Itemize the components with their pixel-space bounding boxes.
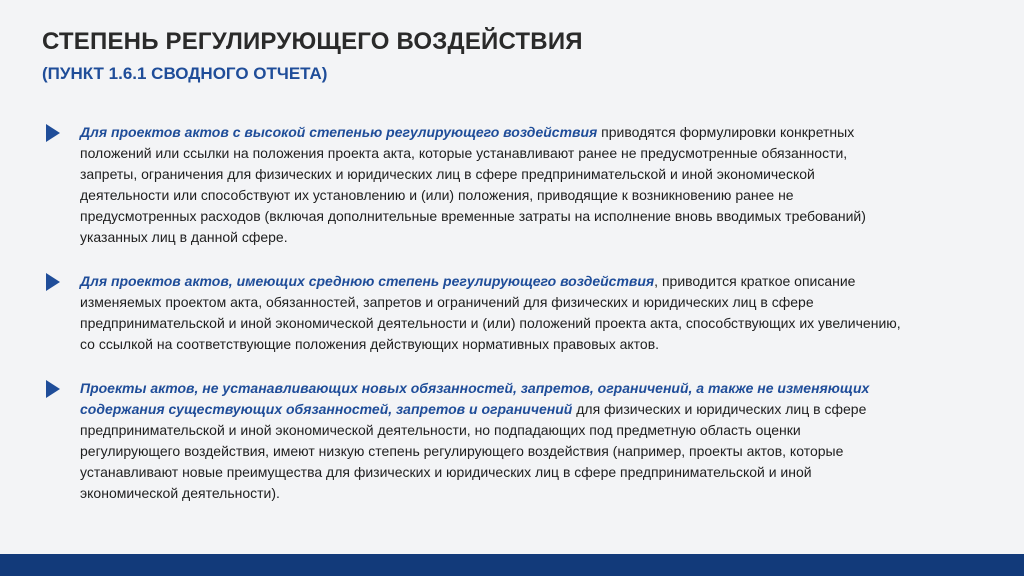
bullet-text: , приводится краткое описание изменяемых проектом акта, обязанностей, запретов и ограничений для физических и юридических лиц в сфере предпринимательской и иной экономической деятельности и (или) положений проекта акта, способствующих их увеличению, со ссылкой на соответствующие положения действующих нормативных правовых актов. xyxy=(80,273,901,352)
bullet-text: для физических и юридических лиц в сфере предпринимательской и иной экономической деятельности, но подпадающих под предметную область оценки регулирующего воздействия, имеют низкую степень регулирующего воздействия (например, проекты актов, которые устанавливают новые преимущества для физических и юридических лиц в сфере предпринимательской и иной экономической деятельности). xyxy=(80,401,867,501)
bullet-text: приводятся формулировки конкретных положений или ссылки на положения проекта акта, которые устанавливают ранее не предусмотренные обязанности, запреты, ограничения для физических и юридических лиц в сфере предпринимательской и иной экономической деятельности или способствуют их установлению и (или) положения, приводящие к возникновению ранее не предусмотренных расходов (включая дополнительные временные затраты на исполнение вновь вводимых требований) указанных лиц в данной сфере. xyxy=(80,124,866,245)
triangle-bullet-icon xyxy=(46,380,60,398)
bullet-highlight: Проекты актов, не устанавливающих новых обязанностей, запретов, ограничений, а также не изменяющих содержания существующих обязанностей, запретов и ограничений xyxy=(80,380,870,417)
bullet-item-medium xyxy=(44,271,904,355)
bullet-paragraph xyxy=(80,271,904,355)
bullet-paragraph xyxy=(80,122,904,248)
bullet-item-high xyxy=(44,122,904,248)
triangle-bullet-icon xyxy=(46,273,60,291)
bullet-highlight: Для проектов актов с высокой степенью регулирующего воздействия xyxy=(80,124,598,140)
page-subtitle: (ПУНКТ 1.6.1 СВОДНОГО ОТЧЕТА) xyxy=(42,64,328,83)
page-title: СТЕПЕНЬ РЕГУЛИРУЮЩЕГО ВОЗДЕЙСТВИЯ xyxy=(42,28,583,55)
bullet-paragraph xyxy=(80,378,904,504)
bullet-highlight: Для проектов актов, имеющих среднюю степень регулирующего воздействия xyxy=(80,273,655,289)
footer-bar xyxy=(0,554,1024,576)
bullet-list xyxy=(44,122,904,527)
bullet-item-low xyxy=(44,378,904,504)
triangle-bullet-icon xyxy=(46,124,60,142)
